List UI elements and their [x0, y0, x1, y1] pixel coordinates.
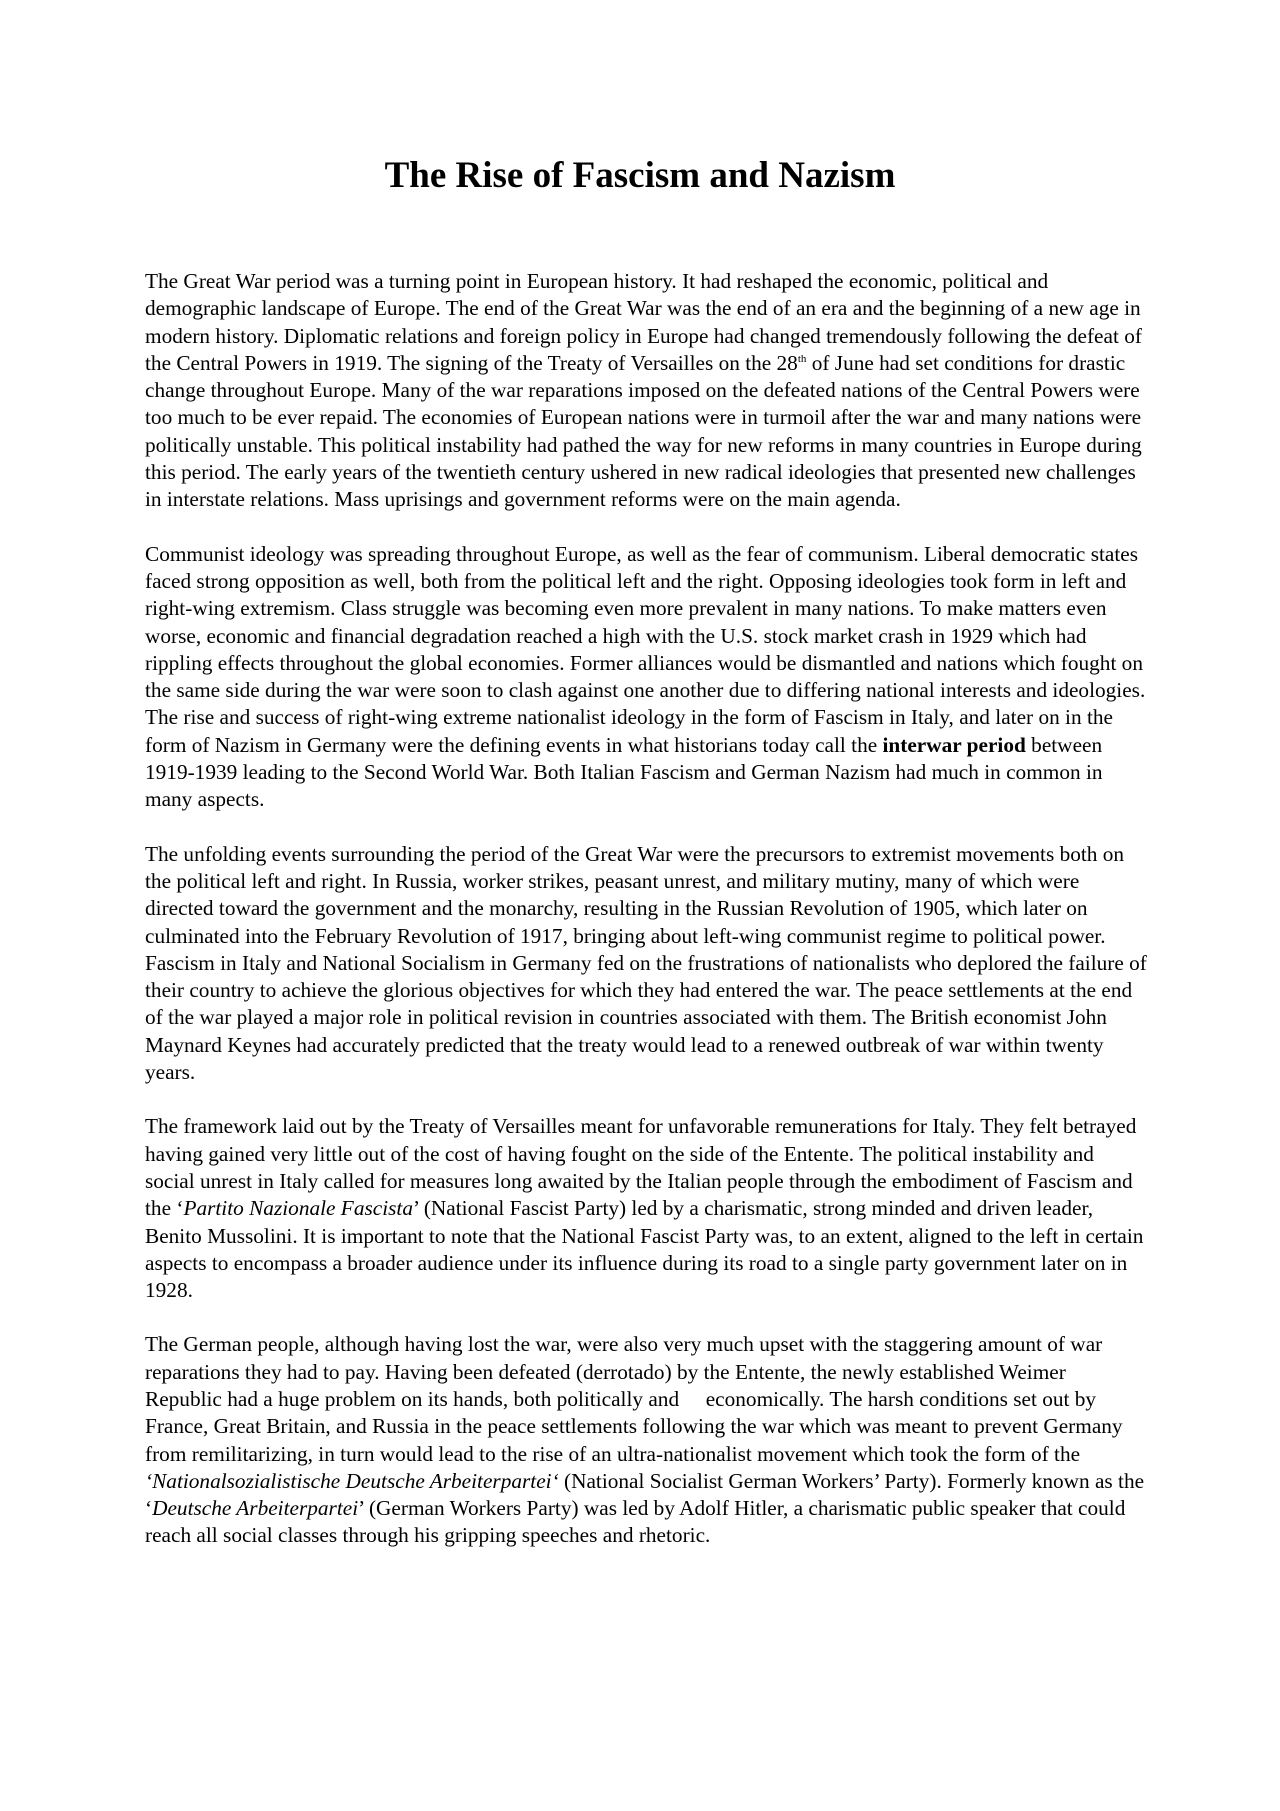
- paragraph-4-text-a: The framework laid out by the Treaty of Versailles meant for unfavorable remunerations for Italy. They felt betrayed having gained very little out of the cost of having fought on the side of the Entente. The political instability and social unrest in Italy called for measures long awaited by the Italian people through the embodiment of Fascism and the ‘: [145, 1114, 1137, 1221]
- paragraph-3: The unfolding events surrounding the period of the Great War were the precursors to extremist movements both on the political left and right. In Russia, worker strikes, peasant unrest, and military mutiny, many of which were directed toward the government and the monarchy, resulting in the Russian Revolution of 1905, which later on culminated into the February Revolution of 1917, bringing about left-wing communist regime to political power. Fascism in Italy and National Socialism in Germany fed on the frustrations of nationalists who deplored the failure of their country to achieve the glorious objectives for which they had entered the war. The peace settlements at the end of the war played a major role in political revision in countries associated with them. The British economist John Maynard Keynes had accurately predicted that the treaty would lead to a renewed outbreak of war within twenty years.: [145, 841, 1147, 1085]
- bold-term-interwar-period: interwar period: [882, 732, 1026, 757]
- paragraph-5-text-c: ’ (German Workers Party) was led by Adolf Hitler, a charismatic public speaker that could reach all social classes through his gripping speeches and rhetoric.: [145, 1496, 1126, 1548]
- paragraph-1-text-b: of June had set conditions for drastic change throughout Europe. Many of the war reparations imposed on the defeated nations of the Central Powers were too much to be ever repaid. The economies of European nations were in turmoil after the war and many nations were politically unstable. This political instability had pathed the way for new reforms in many countries in Europe during this period. The early years of the twentieth century ushered in new radical ideologies that presented new challenges in interstate relations. Mass uprisings and government reforms were on the main agenda.: [145, 350, 1142, 512]
- paragraph-4: [145, 1113, 1147, 1304]
- document-title: The Rise of Fascism and Nazism: [384, 155, 896, 196]
- italic-nsdap-name: ‘Nationalsozialistische Deutsche Arbeiterpartei‘: [145, 1468, 559, 1493]
- paragraph-5-text-a: The German people, although having lost the war, were also very much upset with the staggering amount of war reparations they had to pay. Having been defeated (derrotado) by the Entente, the newly established Weimer Republic had a huge problem on its hands, both politically and economically. The harsh conditions set out by France, Great Britain, and Russia in the peace settlements following the war which was meant to prevent Germany from remilitarizing, in turn would lead to the rise of an ultra-nationalist movement which took the form of the: [145, 1332, 1123, 1466]
- paragraph-4-text-b: ’ (National Fascist Party) led by a charismatic, strong minded and driven leader, Benito Mussolini. It is important to note that the National Fascist Party was, to an extent, aligned to the left in certain aspects to encompass a broader audience under its influence during its road to a single party government later on in 1928.: [145, 1196, 1144, 1303]
- document-body: [145, 268, 1147, 1577]
- paragraph-1: [145, 268, 1147, 514]
- paragraph-2-text-a: Communist ideology was spreading throughout Europe, as well as the fear of communism. Liberal democratic states faced strong opposition as well, both from the political left and the right. Opposing ideologies took form in left and right-wing extremism. Class struggle was becoming even more prevalent in many nations. To make matters even worse, economic and financial degradation reached a high with the U.S. stock market crash in 1929 which had rippling effects throughout the global economies. Former alliances would be dismantled and nations which fought on the same side during the war were soon to clash against one another due to differing national interests and ideologies. The rise and success of right-wing extreme nationalist ideology in the form of Fascism in Italy, and later on in the form of Nazism in Germany were the defining events in what historians today call the: [145, 541, 1146, 757]
- paragraph-2: [145, 541, 1147, 814]
- paragraph-2-text-b: between 1919-1939 leading to the Second World War. Both Italian Fascism and German Nazism had much in common in many aspects.: [145, 732, 1103, 812]
- paragraph-5: [145, 1331, 1147, 1549]
- italic-dap-name: Deutsche Arbeiterpartei: [152, 1496, 359, 1521]
- ordinal-suffix: th: [797, 352, 807, 365]
- paragraph-5-text-b: (National Socialist German Workers’ Party). Formerly known as the ‘: [145, 1468, 1145, 1521]
- paragraph-1-text-a: The Great War period was a turning point in European history. It had reshaped the economic, political and demographic landscape of Europe. The end of the Great War was the end of an era and the beginning of a new age in modern history. Diplomatic relations and foreign policy in Europe had changed tremendously following the defeat of the Central Powers in 1919. The signing of the Treaty of Versailles on the 28: [145, 269, 1142, 375]
- italic-party-name: Partito Nazionale Fascista: [183, 1196, 413, 1221]
